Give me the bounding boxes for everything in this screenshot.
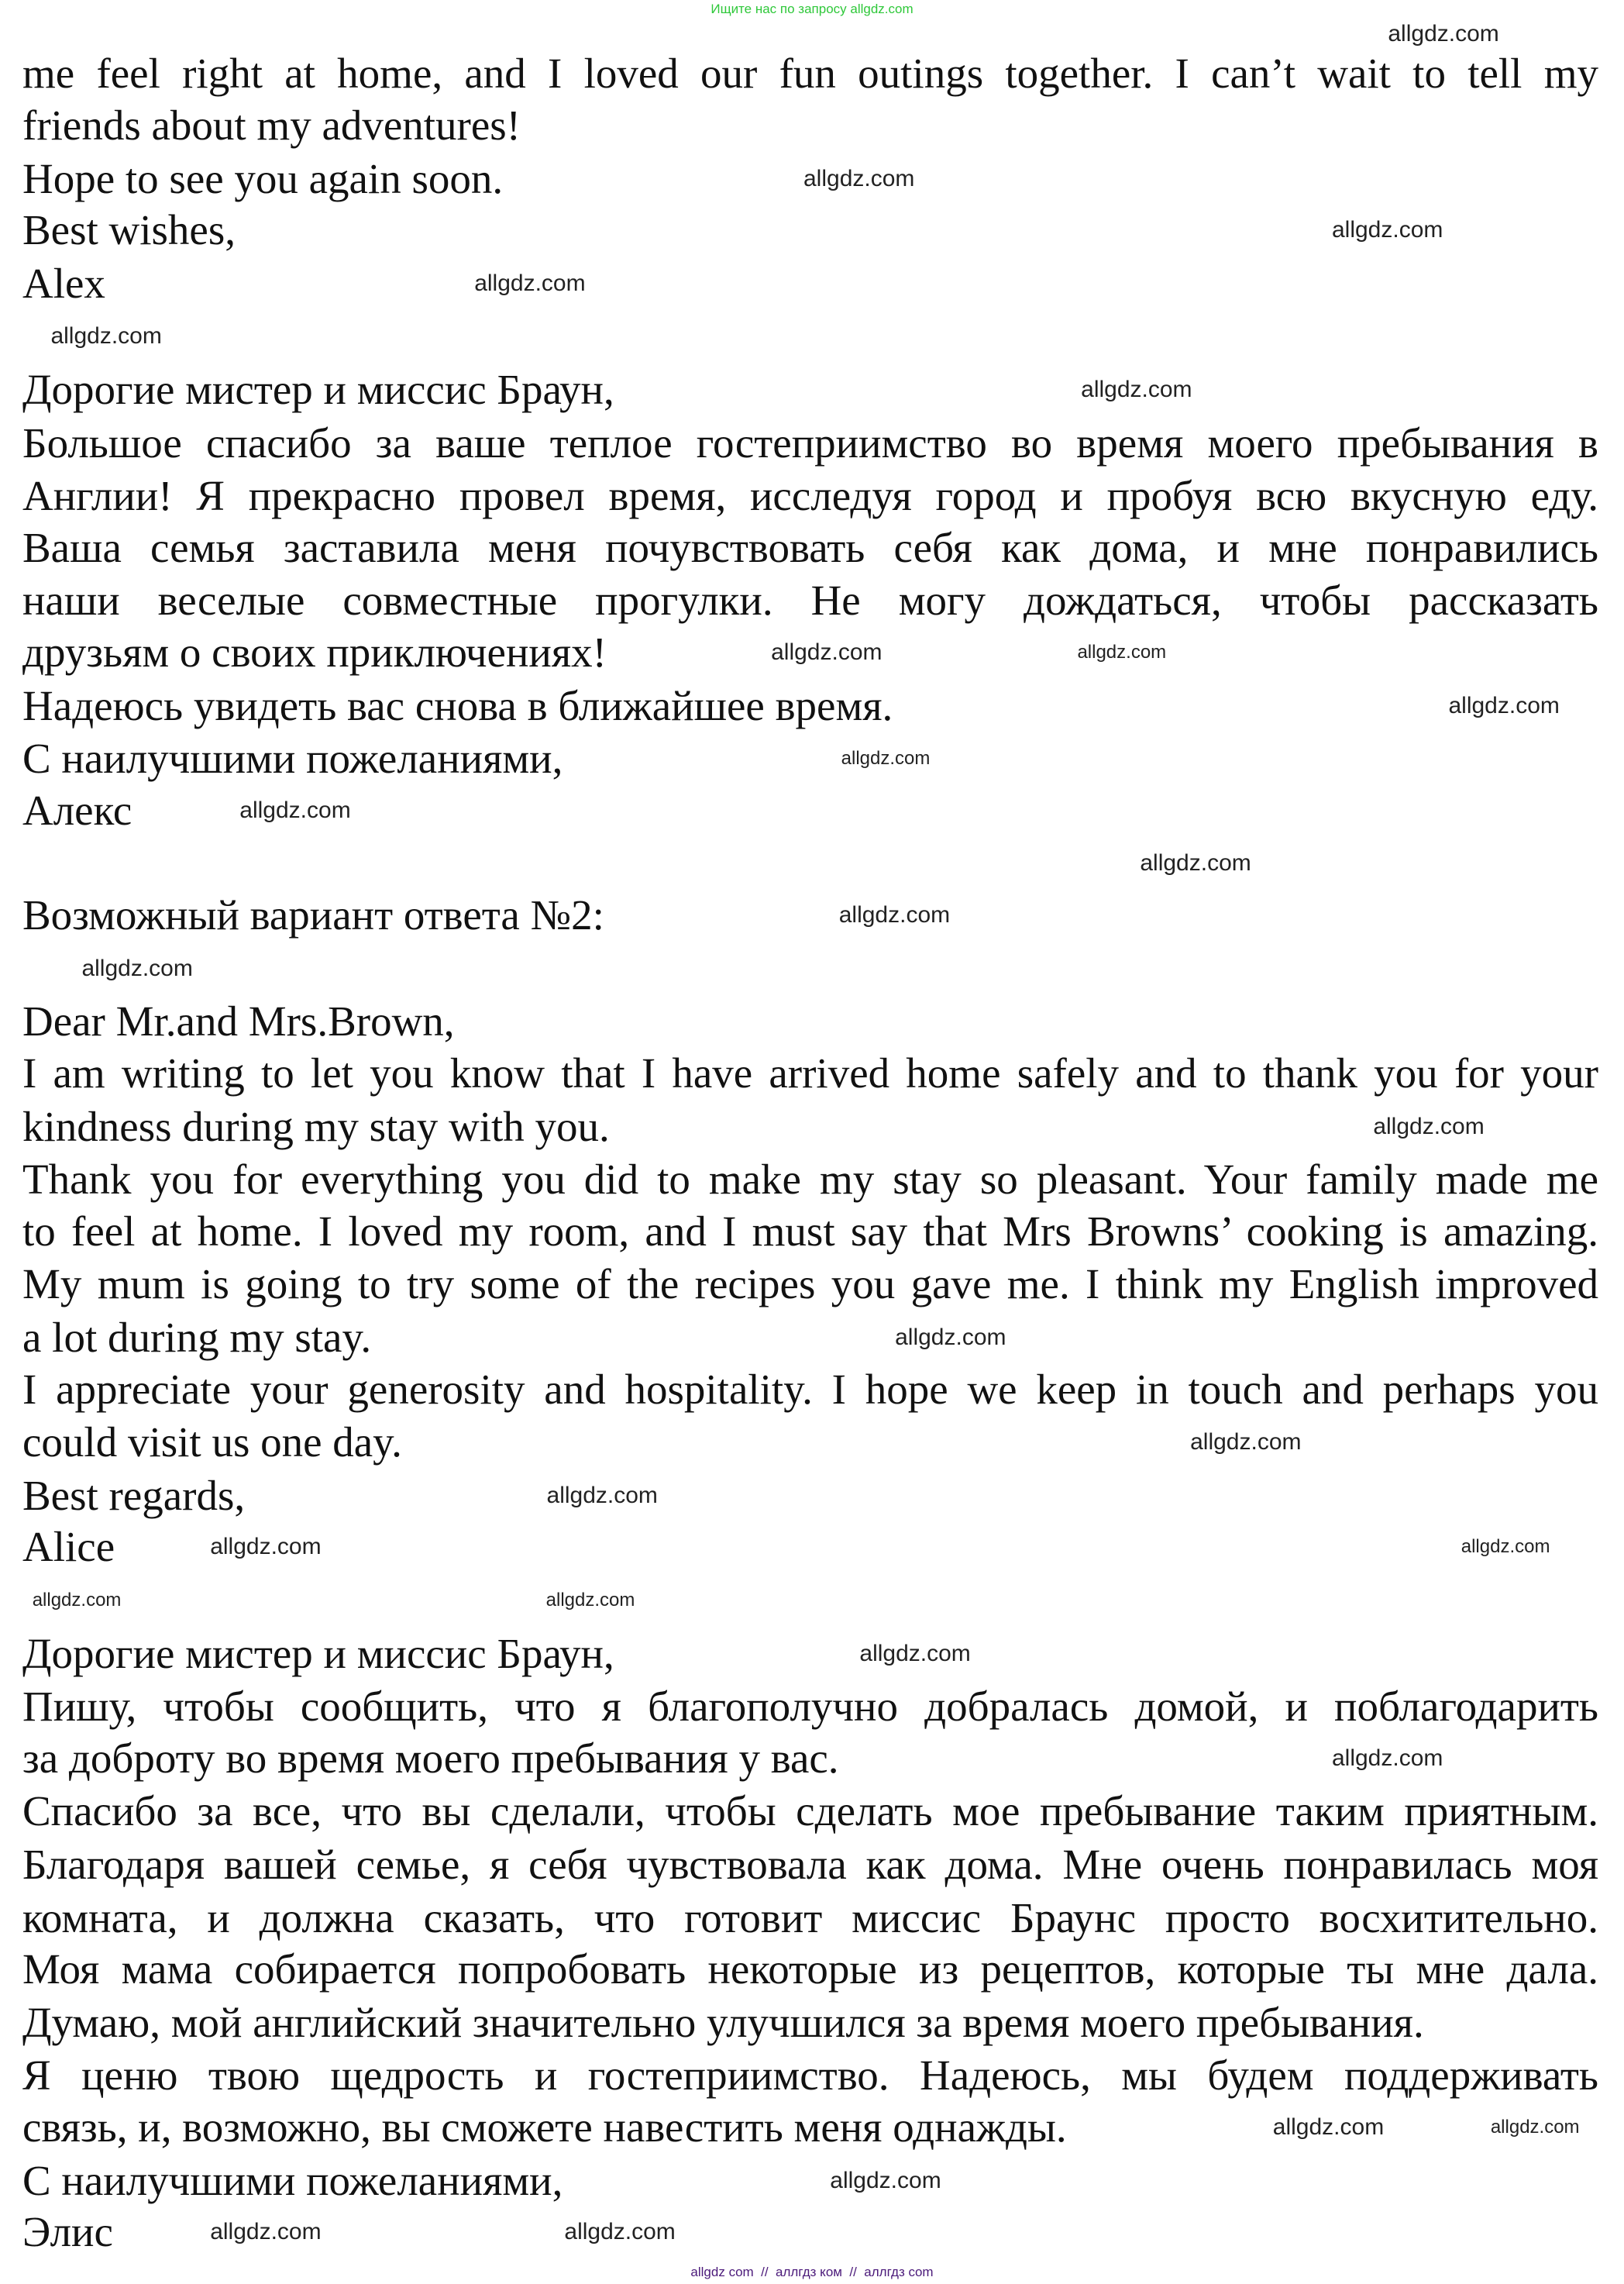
text-line: Best regards, [22,1471,246,1519]
text-line: Возможный вариант ответа №2: [22,891,604,939]
text-line: Большое спасибо за ваше теплое гостеприимство во время моего пребывания в [22,419,1598,467]
watermark: allgdz.com [859,1640,971,1666]
text-line: Alice [22,1523,115,1571]
watermark: allgdz.com [771,639,883,665]
text-line: Надеюсь увидеть вас снова в ближайшее время. [22,681,893,729]
text-line: Благодаря вашей семье, я себя чувствовала как дома. Мне очень понравилась моя [22,1841,1598,1888]
text-line: kindness during my stay with you. [22,1102,610,1150]
watermark: allgdz.com [803,165,915,191]
watermark: allgdz.com [895,1324,1006,1350]
watermark: allgdz.com [1331,1745,1443,1771]
header-search-hint: Ищите нас по запросу allgdz.com [710,2,914,16]
text-line: Best wishes, [22,206,236,254]
watermark: allgdz.com [1081,376,1192,402]
text-line: could visit us one day. [22,1418,402,1466]
text-line: I am writing to let you know that I have arrived home safely and to thank you for your [22,1049,1598,1097]
watermark: allgdz.com [545,1590,635,1611]
watermark: allgdz.com [830,2167,941,2193]
watermark: allgdz.com [1490,2117,1580,2138]
watermark: allgdz.com [50,323,162,350]
text-line: связь, и, возможно, вы сможете навестить меня однажды. [22,2103,1067,2151]
watermark: allgdz.com [474,270,586,296]
text-line: наши веселые совместные прогулки. Не могу дождаться, чтобы рассказать [22,577,1598,625]
text-line: to feel at home. I loved my room, and I must say that Mrs Browns’ cooking is amazing. [22,1207,1598,1255]
text-line: Алекс [22,786,132,834]
text-line: Dear Mr.and Mrs.Brown, [22,997,455,1046]
text-line: Дорогие мистер и миссис Браун, [22,1629,614,1677]
text-line: Hope to see you again soon. [22,154,504,202]
watermark: allgdz.com [546,1482,658,1508]
watermark: allgdz.com [1388,20,1499,47]
text-line: комната, и должна сказать, что готовит миссис Браунс просто восхитительно. [22,1893,1598,1941]
watermark: allgdz.com [32,1590,122,1611]
watermark: allgdz.com [210,2219,322,2245]
text-line: Элис [22,2208,113,2256]
text-line: Пишу, чтобы сообщить, что я благополучно добралась домой, и поблагодарить [22,1683,1598,1731]
watermark: allgdz.com [1373,1113,1485,1139]
text-line: С наилучшими пожеланиями, [22,735,563,783]
text-line: Моя мама собирается попробовать некоторые из рецептов, которые ты мне дала. [22,1945,1598,1993]
text-line: Спасибо за все, что вы сделали, чтобы сделать мое пребывание таким приятным. [22,1787,1598,1835]
text-line: I appreciate your generosity and hospitality. I hope we keep in touch and perhaps you [22,1365,1598,1413]
watermark: allgdz.com [1140,850,1251,877]
watermark: allgdz.com [81,955,193,981]
text-line: друзьям о своих приключениях! [22,629,607,676]
text-line: Alex [22,259,105,307]
watermark: allgdz.com [1190,1429,1302,1455]
text-line: me feel right at home, and I loved our fun outings together. I can’t wait to tell my [22,50,1598,98]
text-line: за доброту во время моего пребывания у вас. [22,1734,839,1782]
text-line: Дорогие мистер и миссис Браун, [22,365,614,413]
watermark: allgdz.com [564,2219,676,2245]
watermark: allgdz.com [1272,2114,1385,2141]
text-line: a lot during my stay. [22,1313,372,1361]
watermark: allgdz.com [210,1534,322,1560]
watermark: allgdz.com [841,748,931,770]
watermark: allgdz.com [1077,642,1167,663]
text-line: Thank you for everything you did to make my stay so pleasant. Your family made me [22,1156,1598,1204]
watermark: allgdz.com [1448,692,1560,718]
watermark: allgdz.com [1331,217,1443,243]
text-line: Ваша семья заставила меня почувствовать себя как дома, и мне понравились [22,523,1598,571]
footer-text: allgdz com // аллгдз ком // аллгдз com [690,2265,934,2279]
watermark: allgdz.com [239,797,351,823]
watermark: allgdz.com [838,902,951,928]
text-line: Я ценю твою щедрость и гостеприимство. Надеюсь, мы будем поддерживать [22,2051,1598,2100]
text-line: friends about my adventures! [22,101,521,149]
text-line: My mum is going to try some of the recipes you gave me. I think my English improved [22,1260,1598,1308]
text-line: С наилучшими пожеланиями, [22,2156,563,2204]
text-line: Англии! Я прекрасно провел время, исследуя город и пробуя всю вкусную еду. [22,472,1598,520]
text-line: Думаю, мой английский значительно улучшился за время моего пребывания. [22,1998,1424,2046]
watermark: allgdz.com [1461,1536,1550,1558]
